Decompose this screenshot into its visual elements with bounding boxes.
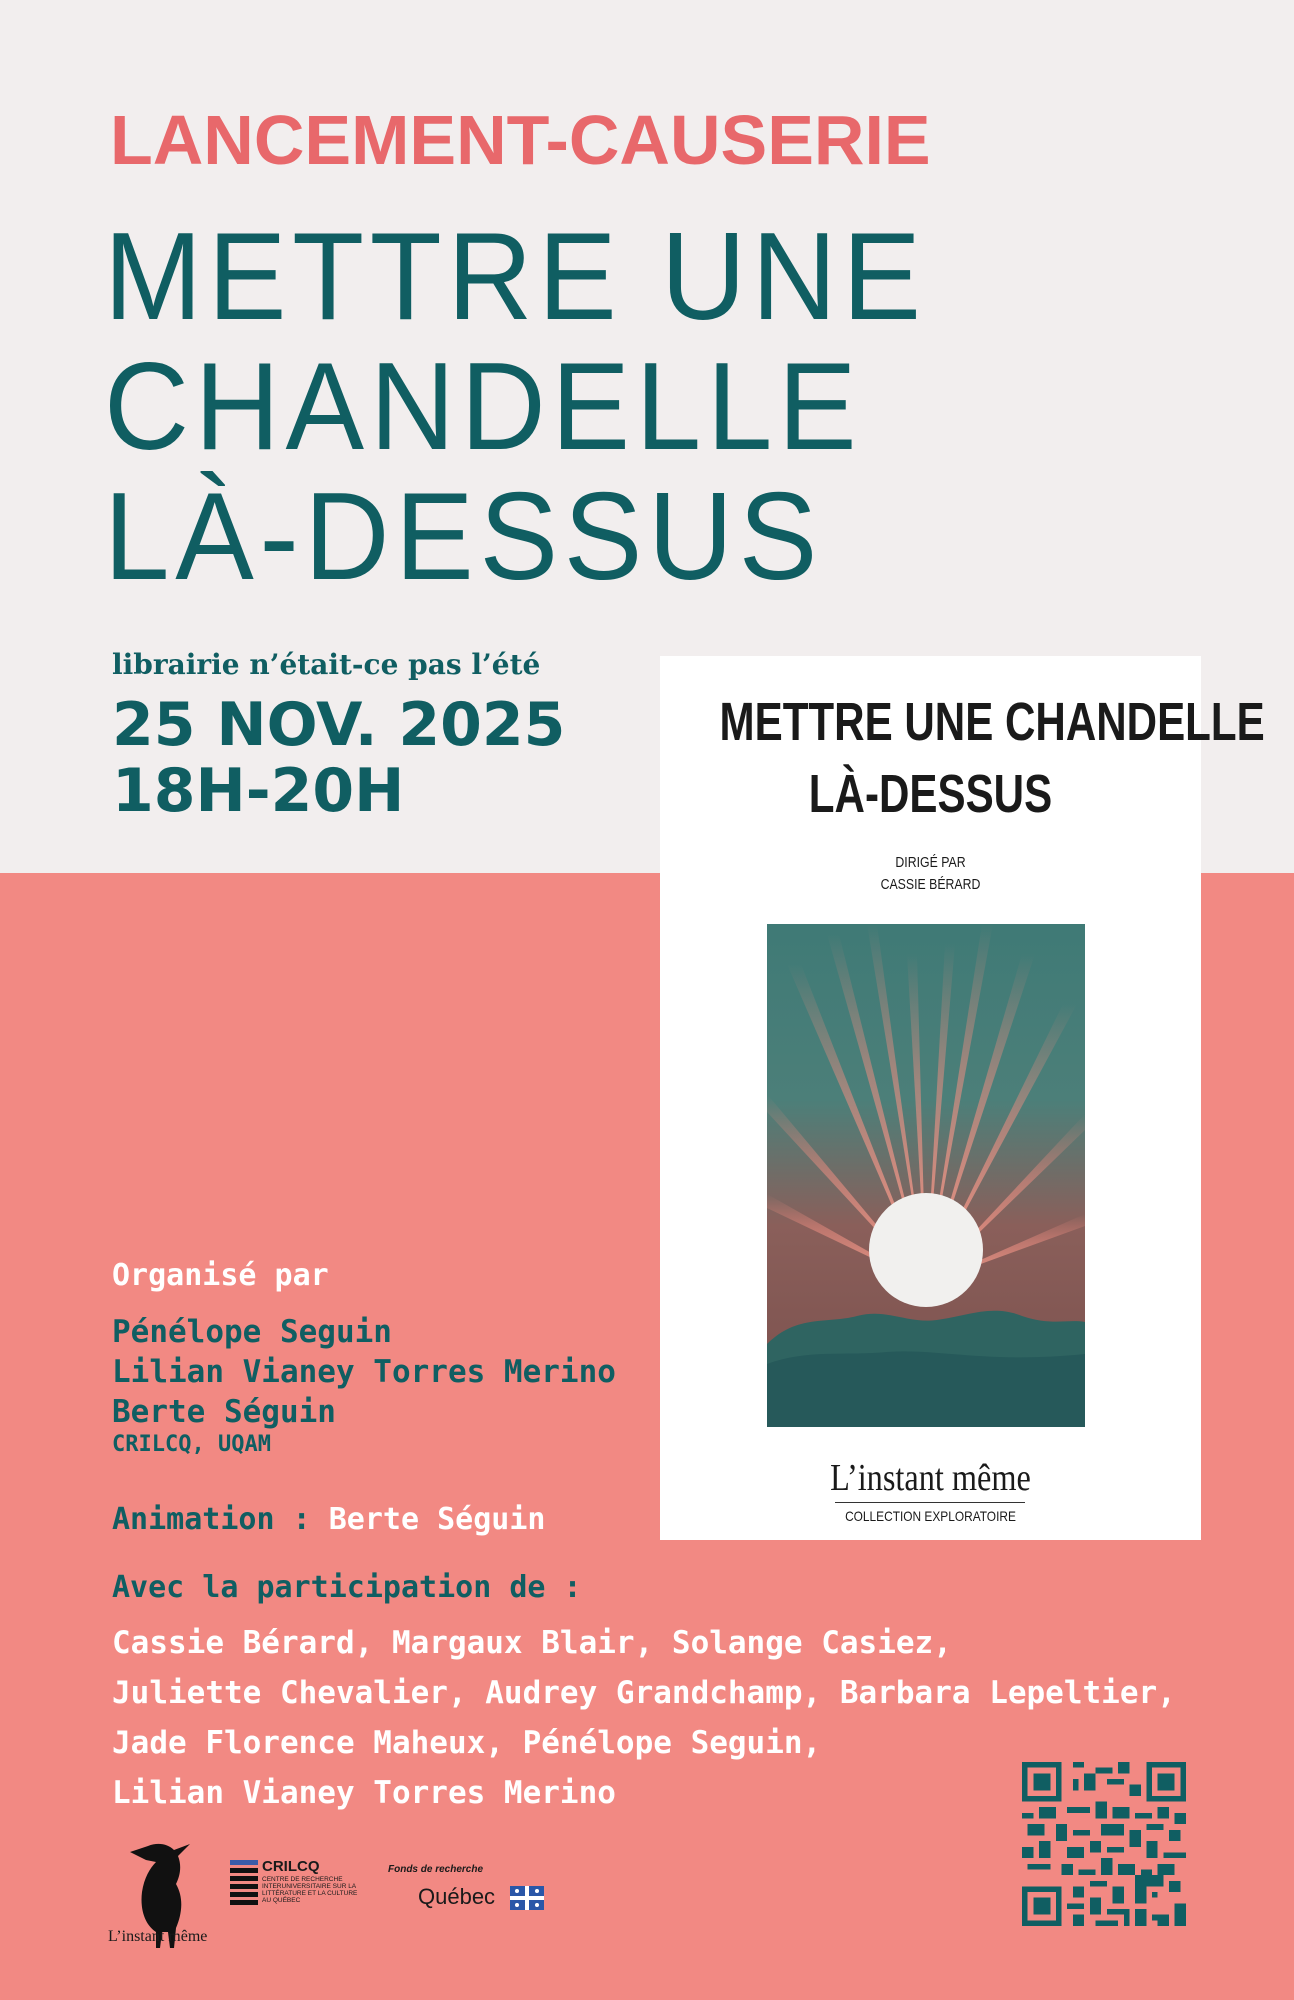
event-title bbox=[104, 208, 927, 606]
event-time: 18H-20H bbox=[112, 756, 405, 826]
participants-line: Jade Florence Maheux, Pénélope Seguin, bbox=[112, 1725, 822, 1761]
participants-list bbox=[112, 1618, 1176, 1818]
event-title-line: METTRE UNE bbox=[104, 208, 927, 346]
qr-code-icon[interactable] bbox=[1022, 1762, 1186, 1926]
book-cover-publisher: L’instant même bbox=[830, 1457, 1031, 1499]
organizer-institutions: CRILCQ, UQAM bbox=[112, 1432, 271, 1457]
organizer-name: Lilian Vianey Torres Merino bbox=[112, 1354, 616, 1390]
book-cover-credit bbox=[709, 852, 1153, 896]
book-cover-title-line: METTRE UNE CHANDELLE bbox=[719, 692, 1265, 752]
participants-label: Avec la participation de : bbox=[112, 1570, 582, 1605]
animation-label: Animation : bbox=[112, 1502, 329, 1537]
event-type-heading: LANCEMENT-CAUSERIE bbox=[110, 101, 931, 179]
crilcq-logo-name: CRILCQ bbox=[262, 1858, 320, 1875]
participants-line: Lilian Vianey Torres Merino bbox=[112, 1775, 616, 1811]
event-title-line: LÀ-DESSUS bbox=[104, 468, 824, 606]
instant-meme-logo-text: L’instant même bbox=[108, 1928, 208, 1945]
event-datetime bbox=[112, 692, 565, 824]
organizers-label: Organisé par bbox=[112, 1258, 329, 1293]
organizers-list bbox=[112, 1312, 616, 1432]
participants-line: Cassie Bérard, Margaux Blair, Solange Casiez, bbox=[112, 1625, 952, 1661]
event-title-line: CHANDELLE bbox=[104, 338, 863, 476]
frq-logo-quebec: Québec bbox=[418, 1884, 496, 1909]
animation-name: Berte Séguin bbox=[328, 1502, 546, 1537]
divider bbox=[835, 1502, 1025, 1503]
frq-logo-fonds: Fonds de recherche bbox=[388, 1864, 484, 1875]
crilcq-logo-subtitle: CENTRE DE RECHERCHE INTERUNIVERSITAIRE SUR LA LITTÉRATURE ET LA CULTURE AU QUÉBEC bbox=[262, 1876, 358, 1904]
animation-line bbox=[112, 1502, 546, 1537]
directed-by-label: DIRIGÉ PAR bbox=[895, 854, 966, 871]
book-cover bbox=[660, 656, 1265, 1540]
book-director: CASSIE BÉRARD bbox=[880, 876, 981, 893]
book-cover-title-line: LÀ-DESSUS bbox=[808, 764, 1053, 824]
participants-line: Juliette Chevalier, Audrey Grandchamp, Barbara Lepeltier, bbox=[112, 1675, 1176, 1711]
venue-name: librairie n’était-ce pas l’été bbox=[112, 648, 541, 681]
organizer-name: Pénélope Seguin bbox=[112, 1314, 392, 1350]
book-cover-collection: COLLECTION EXPLORATOIRE bbox=[845, 1508, 1016, 1524]
quebec-flag-icon bbox=[510, 1886, 544, 1910]
sun-rays-illustration bbox=[767, 924, 1085, 1427]
book-cover-title bbox=[719, 686, 1265, 830]
event-date: 25 NOV. 2025 bbox=[112, 690, 566, 760]
organizer-name: Berte Séguin bbox=[112, 1394, 336, 1430]
